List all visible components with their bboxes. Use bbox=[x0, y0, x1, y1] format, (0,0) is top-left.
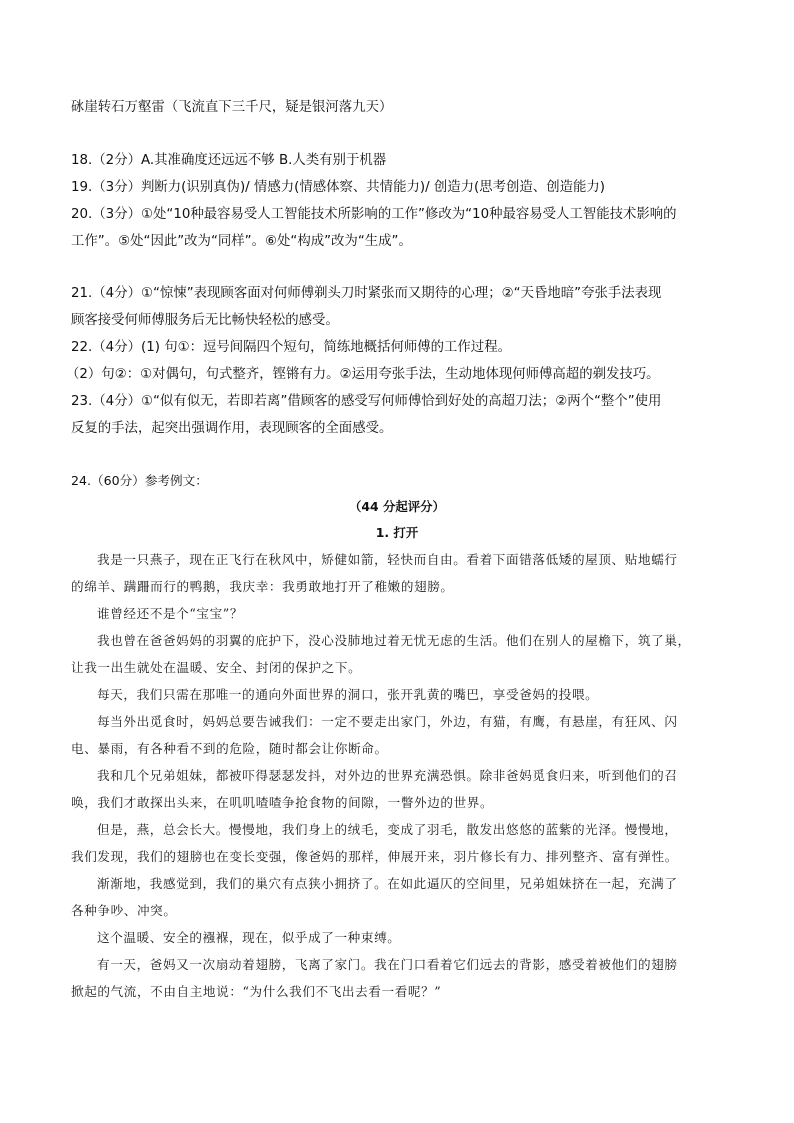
answer-20-line1: 20.（3分）①处“10种最容易受人工智能技术所影响的工作”修改为“10种最容易受人工智能技术影响的 bbox=[71, 207, 677, 222]
answer-19: 19.（3分）判断力(识别真伪)/ 情感力(情感体察、共情能力)/ 创造力(思考创造、创造能力) bbox=[71, 180, 605, 195]
essay-line: 我们发现，我们的翅膀也在变长变强，像爸妈的那样，伸展开来，羽片修长有力、排列整齐、富有弹性。 bbox=[71, 849, 678, 864]
answer-17-continuation: 砯崖转石万壑雷（飞流直下三千尺，疑是银河落九天） bbox=[71, 100, 393, 115]
answer-22-line1: 22.（4分）(1) 句①：逗号间隔四个短句，简练地概括何师傅的工作过程。 bbox=[71, 340, 511, 355]
answer-18: 18.（2分）A.其准确度还远远不够 B.人类有别于机器 bbox=[71, 153, 387, 168]
essay-line: 让我一出生就处在温暖、安全、封闭的保护之下。 bbox=[71, 660, 362, 675]
answer-21-line1: 21.（4分）①“惊悚”表现顾客面对何师傅剃头刀时紧张而又期待的心理；②“天昏地暗”夸张手法表现 bbox=[71, 286, 662, 301]
essay-line: 每天，我们只需在那唯一的通向外面世界的洞口，张开乳黄的嘴巴，享受爸妈的投喂。 bbox=[97, 687, 599, 702]
answer-20-line2: 工作”。⑤处“因此”改为“同样”。⑥处“构成”改为“生成”。 bbox=[71, 234, 412, 249]
essay-line: 谁曾经还不是个“宝宝”？ bbox=[97, 606, 244, 621]
essay-line: 渐渐地，我感觉到，我们的巢穴有点狭小拥挤了。在如此逼仄的空间里，兄弟姐妹挤在一起，充满了 bbox=[97, 876, 678, 891]
essay-grade: （44 分起评分） bbox=[349, 499, 445, 514]
answer-21-line2: 顾客接受何师傅服务后无比畅快轻松的感受。 bbox=[71, 313, 339, 328]
essay-line: 唤，我们才敢探出头来，在叽叽喳喳争抢食物的间隙，一瞥外边的世界。 bbox=[71, 795, 494, 810]
essay-line: 我是一只燕子，现在正飞行在秋风中，矫健如箭，轻快而自由。看着下面错落低矮的屋顶、贴地蠕行 bbox=[97, 552, 678, 567]
essay-line: 我也曾在爸爸妈妈的羽翼的庇护下，没心没肺地过着无忧无虑的生活。他们在别人的屋檐下，筑了巢， bbox=[97, 633, 691, 648]
answer-22-line2: （2）句②：①对偶句，句式整齐，铿锵有力。②运用夸张手法，生动地体现何师傅高超的剃发技巧。 bbox=[66, 367, 660, 382]
essay-line: 但是，燕，总会长大。慢慢地，我们身上的绒毛，变成了羽毛，散发出悠悠的蓝紫的光泽。慢慢地， bbox=[97, 822, 678, 837]
essay-line: 的绵羊、蹒跚而行的鸭鹅，我庆幸：我勇敢地打开了稚嫩的翅膀。 bbox=[71, 579, 454, 594]
essay-line: 各种争吵、冲突。 bbox=[71, 903, 177, 918]
essay-title: 1. 打开 bbox=[375, 525, 419, 540]
essay-line: 电、暴雨，有各种看不到的危险，随时都会让你断命。 bbox=[71, 741, 388, 756]
answer-23-line1: 23.（4分）①“似有似无，若即若离”借顾客的感受写何师傅恰到好处的高超刀法；②两个“整个”使用 bbox=[71, 394, 662, 409]
essay-line: 掀起的气流，不由自主地说：“为什么我们不飞出去看一看呢？” bbox=[71, 984, 442, 999]
answer-24-heading: 24.（60分）参考例文： bbox=[71, 473, 208, 488]
essay-line: 每当外出觅食时，妈妈总要告诫我们：一定不要走出家门，外边，有猫，有鹰，有悬崖，有狂风、闪 bbox=[97, 714, 678, 729]
essay-line: 这个温暖、安全的襁褓，现在，似乎成了一种束缚。 bbox=[97, 930, 401, 945]
essay-line: 我和几个兄弟姐妹，都被吓得瑟瑟发抖，对外边的世界充满恐惧。除非爸妈觅食归来，听到他们的召 bbox=[97, 768, 678, 783]
answer-23-line2: 反复的手法，起突出强调作用，表现顾客的全面感受。 bbox=[71, 421, 393, 436]
essay-line: 有一天，爸妈又一次扇动着翅膀，飞离了家门。我在门口看着它们远去的背影，感受着被他们的翅膀 bbox=[97, 957, 678, 972]
